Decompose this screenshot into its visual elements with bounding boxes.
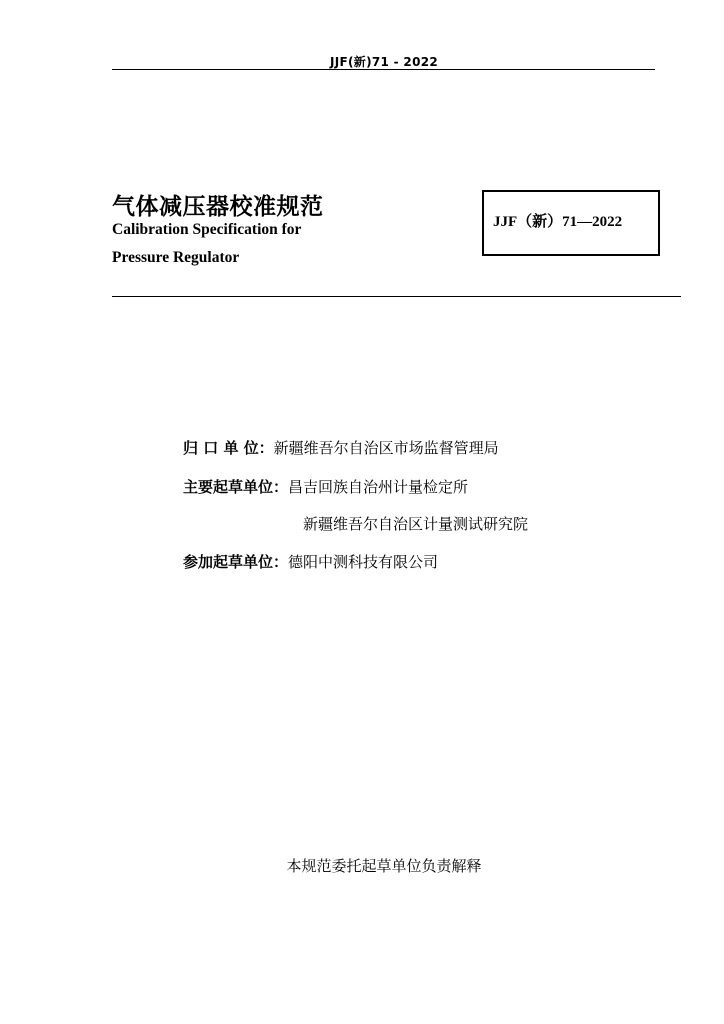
document-code-header: JJF(新)71 - 2022 — [329, 55, 439, 69]
drafting-unit-row-2 — [303, 514, 528, 534]
participating-unit-row — [183, 552, 438, 572]
drafting-unit-label: 主要起草单位： — [183, 478, 289, 496]
title-english-line-2: Pressure Regulator — [112, 249, 240, 266]
drafting-unit-value-1: 昌吉回族自治州计量检定所 — [288, 478, 469, 496]
document-code-box — [482, 190, 660, 256]
participating-unit-value: 德阳中测科技有限公司 — [288, 553, 439, 571]
participating-unit-label: 参加起草单位： — [183, 553, 289, 571]
drafting-unit-value-2: 新疆维吾尔自治区计量测试研究院 — [303, 515, 529, 533]
responsible-unit-label: 归 口 单 位： — [183, 439, 274, 457]
header-divider — [112, 69, 655, 70]
document-code-box-text: JJF（新）71—2022 — [493, 214, 623, 230]
interpretation-note: 本规范委托起草单位负责解释 — [286, 857, 482, 875]
responsible-unit-row — [183, 438, 499, 458]
title-divider — [112, 296, 681, 297]
title-english-line-1: Calibration Specification for — [112, 221, 302, 238]
title-chinese: 气体减压器校准规范 — [112, 194, 324, 220]
drafting-unit-row — [183, 477, 468, 497]
responsible-unit-value: 新疆维吾尔自治区市场监督管理局 — [273, 439, 499, 457]
